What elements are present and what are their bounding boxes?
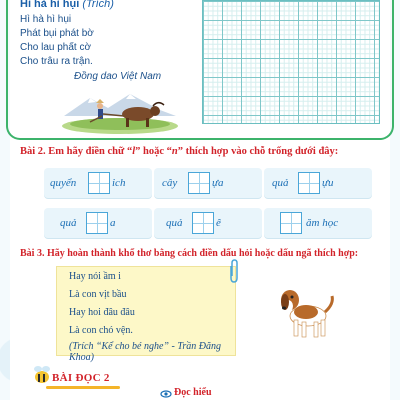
farmer-buffalo-illustration: [60, 86, 180, 134]
letter-blank[interactable]: [192, 212, 214, 234]
task2-option-l: l: [132, 146, 136, 157]
word-card-before: quả: [60, 217, 77, 229]
word-card: [154, 208, 262, 238]
paperclip-icon: [228, 258, 240, 284]
word-card: [154, 168, 262, 198]
word-card-before: quả: [166, 217, 183, 229]
note-line: Là con chó vện.: [69, 325, 133, 336]
poem-line: Cho lau phất cờ: [20, 42, 92, 53]
letter-blank[interactable]: [188, 172, 210, 194]
lesson-label: BÀI ĐỌC 2: [52, 372, 110, 384]
poem-line: Cho trâu ra trận.: [20, 56, 93, 67]
note-source: (Trích “Kể cho bé nghe” - Trần Đăng Khoa): [69, 341, 221, 363]
word-card-after: ê: [216, 217, 221, 229]
next-section-heading: [160, 387, 212, 398]
task3-heading: Bài 3. Hãy hoàn thành khổ thơ bằng cách điền dấu hỏi hoặc dấu ngã thích hợp:: [20, 248, 359, 259]
task2-heading-prefix: Bài 2. Em hãy điền chữ “: [20, 146, 133, 157]
poem-title: [20, 0, 114, 10]
task2-heading-middle: ” hoặc “: [135, 146, 172, 157]
word-card: [44, 168, 152, 198]
word-card: [264, 208, 372, 238]
word-card-after: ựu: [322, 177, 334, 189]
task2-option-n: n: [171, 146, 178, 157]
letter-blank[interactable]: [86, 212, 108, 234]
handwriting-grid[interactable]: [202, 0, 380, 124]
task2-heading-suffix: ” thích hợp vào chỗ trống dưới đây:: [177, 146, 339, 157]
note-line: Hay hoi đâu đâu: [69, 307, 135, 318]
bee-icon: [32, 364, 52, 386]
word-card-after: a: [110, 217, 116, 229]
word-card: [44, 208, 152, 238]
word-card-before: quyển: [50, 177, 77, 189]
word-card-after: ăm học: [306, 217, 339, 229]
next-section-label: Đọc hiểu: [174, 387, 212, 398]
word-card-before: cây: [162, 177, 178, 189]
poem-note-box: [56, 266, 236, 363]
poem-line: Phát bụi phát bờ: [20, 28, 94, 39]
poem-line: Hì hà hì hụi: [20, 14, 72, 25]
poem-title-note: (Trích): [82, 0, 114, 10]
beagle-dog-illustration: [276, 282, 338, 344]
letter-blank[interactable]: [280, 212, 302, 234]
letter-blank[interactable]: [298, 172, 320, 194]
word-card-after: ich: [112, 177, 126, 189]
poem-author: Đồng dao Việt Nam: [74, 71, 162, 82]
word-card-after: ựa: [212, 177, 224, 189]
lesson-banner: [32, 364, 128, 392]
eye-icon: [160, 387, 172, 399]
letter-blank[interactable]: [88, 172, 110, 194]
note-line: Hay nói ầm i: [69, 271, 121, 282]
task2-heading: [20, 146, 338, 157]
poem-title-text: Hì hà hì hụi: [20, 0, 80, 10]
word-card-before: quả: [272, 177, 289, 189]
note-line: Là con vịt bầu: [69, 289, 127, 300]
word-card: [264, 168, 372, 198]
lesson-underline: [46, 386, 120, 389]
